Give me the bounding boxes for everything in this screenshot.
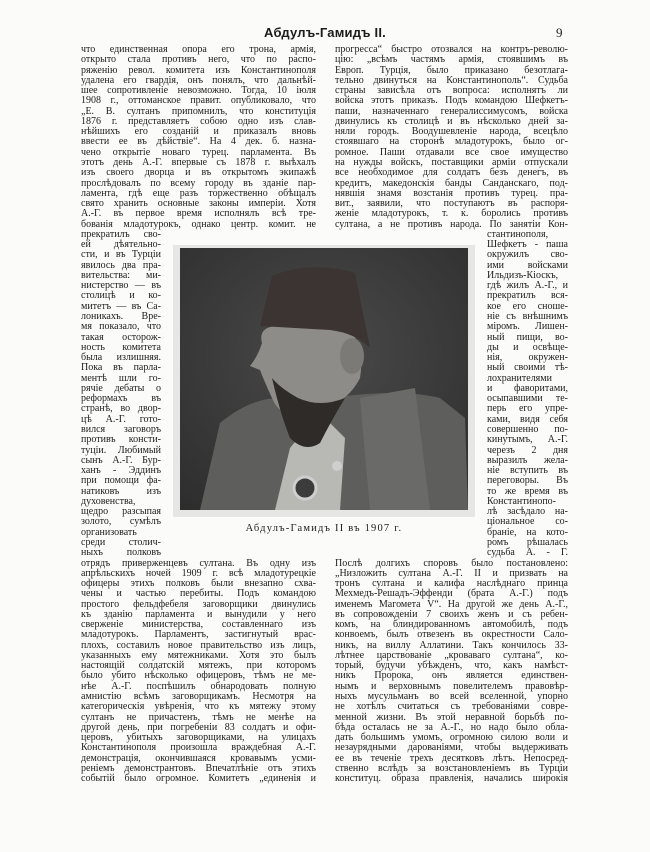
right-bottom-line: ее въ теченіе трехъ десятковъ лѣтъ. Непосред- <box>335 752 568 764</box>
left-narrow-line: вился заговоръ <box>81 423 161 435</box>
right-top-line: двинулись къ столицѣ и въ нѣсколько дней за- <box>335 115 568 127</box>
right-top-line: стоявшаго на сторонѣ младотурокъ, было ог- <box>335 136 568 148</box>
right-bottom-line: Послѣ долгихъ споровъ было постановлено: <box>335 557 568 569</box>
right-bottom-line: комъ, на блиндированномъ автомобилѣ, подъ <box>335 619 568 631</box>
left-narrow-line: при помощи фа- <box>81 475 161 487</box>
right-top-line: цію: „всѣмъ частямъ армія, стоявшимъ въ <box>335 54 568 66</box>
left-narrow-line: сынъ А.-Г. Бур- <box>81 454 161 466</box>
left-bottom-line: нѣе А.-Г. поспѣшилъ обнародовать полную <box>81 680 316 692</box>
left-narrow-line: явилось два пра- <box>81 259 161 271</box>
left-narrow-line: митетъ — въ Са- <box>81 300 161 312</box>
left-narrow-line: духовенства, <box>81 495 136 507</box>
left-narrow-line: такая осторож- <box>81 331 161 343</box>
left-top-line: А.-Г. въ первое время исполнялъ всѣ тре- <box>81 208 316 220</box>
left-narrow-line: туціи. Любимый <box>81 444 161 456</box>
left-narrow-line: прекратилъ сво- <box>81 228 161 240</box>
left-narrow-line: сти, и въ Турціи <box>81 249 161 261</box>
left-narrow-line: рячіе дебаты о <box>81 382 161 394</box>
left-bottom-line: настоящій солдатскій мятежъ, при которомъ <box>81 660 316 672</box>
left-narrow-line: ность комитета <box>81 341 161 353</box>
left-narrow-line: странѣ, во двор- <box>81 403 161 415</box>
right-narrow-line: браніе, на кото- <box>487 526 568 538</box>
left-narrow-line: ментѣ шли го- <box>81 372 161 384</box>
left-bottom-line: церовъ, убитыхъ заговорщиками, на улицахъ <box>81 732 316 744</box>
left-top-line: удалена его гвардія, онъ понялъ, что дальнѣй- <box>81 74 316 86</box>
right-top-line: страны зависѣла отъ вопроса: исполнятъ ли <box>335 85 568 97</box>
left-narrow-line: противъ консти- <box>81 434 161 446</box>
right-narrow-line: то же время въ <box>487 485 568 497</box>
right-narrow-line: гдѣ жилъ А.-Г., и <box>487 280 568 292</box>
right-narrow-line: стантинополя, <box>487 228 549 240</box>
left-bottom-line: отрядъ приверженцевъ султана. Въ одну изъ <box>81 557 316 569</box>
left-top-line: свято хранить основные законы имперіи. Хотя <box>81 198 316 210</box>
right-top-line: паши, назначеннаго генералиссимусомъ, войска <box>335 105 568 117</box>
left-narrow-line: столицѣ и ко- <box>81 290 161 302</box>
left-narrow-line: ныхъ полковъ <box>81 547 161 559</box>
left-narrow-line: среди столич- <box>81 536 161 548</box>
left-bottom-line: султанъ не причастенъ, тѣмъ не менѣе на <box>81 711 316 723</box>
right-bottom-line: никъ, на виллу Аллатини. Такъ кончилось 33- <box>335 639 568 651</box>
right-narrow-line: ніе вступить въ <box>487 465 568 477</box>
right-bottom-line: ственно вслѣдъ за возстановленіемъ въ Турціи <box>335 762 568 774</box>
right-narrow-line: и фаворитами, <box>487 382 568 394</box>
right-bottom-line: ныхъ мусульманъ во всей вселенной, упорно <box>335 691 568 702</box>
right-narrow-line: ный пищи, во- <box>487 331 568 343</box>
right-narrow-line: ды и освѣще- <box>487 341 568 353</box>
right-bottom-line: дать большимъ умомъ, огромною силою воли и <box>335 732 568 744</box>
left-bottom-line: Константинополя произошла враждебная А.-Г. <box>81 742 316 754</box>
left-narrow-line: ханъ - Эддинъ <box>81 465 161 477</box>
left-bottom-line: демонстрація, окончившаяся кровавымъ усми- <box>81 752 316 764</box>
right-top-line: на нужды войскъ, поставщики арміи отпускали <box>335 156 568 168</box>
left-narrow-line: золото, сумѣлъ <box>81 516 161 528</box>
right-narrow-line: ный своими тѣ- <box>487 362 568 374</box>
right-top-line: все необходимое для солдатъ безъ денегъ, въ <box>335 167 568 179</box>
left-bottom-line: простого фельдфебеля заговорщики двинулись <box>81 598 316 610</box>
left-bottom-line: сверженіе министерства, составленнаго изъ <box>81 619 316 631</box>
left-bottom-line: было убито нѣсколько офицеровъ, тѣмъ не ме- <box>81 670 316 682</box>
left-narrow-line: ей дѣятельно- <box>81 239 161 251</box>
right-bottom-line: нымъ и верховнымъ повелителемъ правовѣр- <box>335 680 568 692</box>
left-top-line: открыто стала противъ него, что по распо- <box>81 54 316 66</box>
right-bottom-line: незаурядными дарованіями, чтобы выдерживать <box>335 742 568 754</box>
left-bottom-line: къ зданію парламента и вынудили у него <box>81 608 316 620</box>
right-bottom-line: торый, будучи убѣжденъ, что, какъ намѣст- <box>335 660 568 672</box>
left-top-line: чено открытіе новаго турец. парламента. Въ <box>81 146 316 158</box>
right-top-line: Европ. Турція, было приказано безотлага- <box>335 64 568 76</box>
left-top-line: ряженію револ. комитета изъ Константинополя <box>81 64 316 76</box>
left-narrow-line: нистерство — въ <box>81 280 161 292</box>
left-narrow-line: лоникахъ. Вре- <box>81 311 161 323</box>
right-bottom-line: конвоемъ, былъ отвезенъ въ окрестности Сало- <box>335 629 568 641</box>
right-bottom-line: въ сопровожденіи 7 своихъ женъ и съ ребен- <box>335 608 568 620</box>
left-top-line: 1908 г., оттоманское правит. опубликовало, что <box>81 95 316 107</box>
left-bottom-line: апрѣльскихъ ночей 1909 г. всѣ младотурецкіе <box>81 567 316 579</box>
left-top-line: этотъ день А.-Г. впервые съ 1878 г. выѣхалъ <box>81 156 316 168</box>
right-bottom-line: бѣда осталась не за А.-Г., но надо было обла- <box>335 721 568 733</box>
right-narrow-line: судьба А. - Г. <box>487 547 568 559</box>
left-top-line: изъ своего дворца и въ открытомъ экипажѣ <box>81 167 316 179</box>
left-top-line: ввести ее въ дѣйствіе“. На 4 дек. б. назна- <box>81 136 316 148</box>
right-narrow-line: ими войсками <box>487 259 568 271</box>
right-bottom-line: не хотѣлъ считаться съ требованіями совре- <box>335 701 568 713</box>
right-bottom-line: менной жизни. Въ этой неравной борьбѣ по- <box>335 711 568 723</box>
right-top-line: ромное. Паши отдавали все свое имущество <box>335 146 568 158</box>
right-narrow-line: Константинопо- <box>487 495 556 507</box>
right-top-line: тельно двинуться на Константинополь“. Судьба <box>335 74 568 86</box>
right-narrow-line: лохранителями <box>487 372 552 384</box>
right-top-line: кредитъ, македонскія банды Санданскаго, под- <box>335 177 568 189</box>
left-bottom-line: чены и частью перебиты. Подъ командою <box>81 588 316 600</box>
right-narrow-line: ціональное со- <box>487 516 568 528</box>
left-bottom-line: офицеры этихъ полковъ были внезапно схва- <box>81 578 316 590</box>
left-bottom-line: категорическія увѣренія, что къ мятежу этому <box>81 701 316 713</box>
right-top-line: няли городъ. Воодушевленіе народа, всецѣло <box>335 126 568 138</box>
right-narrow-line: ромъ рѣшалась <box>487 536 568 548</box>
left-bottom-line: реніемъ демонстрантовъ. Впечатлѣніе отъ этихъ <box>81 762 316 774</box>
right-top-line: войска этотъ приказъ. Подъ командою Шефкетъ- <box>335 95 568 107</box>
right-bottom-line: тронъ султана и калифа наслѣднаго принца <box>335 578 568 590</box>
right-narrow-line: лѣ засѣдало на- <box>487 506 568 518</box>
right-narrow-line: кинутымъ, А.-Г. <box>487 434 568 446</box>
left-bottom-line: другой день, при погребеніи 83 солдатъ и офи- <box>81 721 316 733</box>
right-narrow-line: окружилъ сво- <box>487 249 568 261</box>
left-narrow-line: реформахъ въ <box>81 393 161 405</box>
right-top-line: нявшія знамя возстанія противъ турец. пра- <box>335 187 568 199</box>
right-narrow-line: ками, видя себя <box>487 413 568 425</box>
right-narrow-line: черезъ 2 дня <box>487 444 568 456</box>
left-narrow-line: организовать <box>81 526 137 538</box>
portrait-figure <box>173 245 475 517</box>
right-top-line: прогресса“ быстро отозвался на контръ-револю- <box>335 44 568 55</box>
right-narrow-line: выразилъ жела- <box>487 454 568 466</box>
left-narrow-line: вительства: ми- <box>81 269 161 281</box>
right-narrow-line: совершенно по- <box>487 423 568 435</box>
left-top-line: бованія младотурокъ, однако центр. комит. не <box>81 218 316 230</box>
right-narrow-line: нія, окружен- <box>487 352 568 364</box>
left-top-line: нѣйшихъ его созданій и приказалъ вновь <box>81 126 316 138</box>
left-narrow-line: мя показало, что <box>81 321 161 333</box>
right-bottom-line: никъ Пророка, онъ является единствен- <box>335 670 568 682</box>
left-narrow-line: цѣ А.-Г. гото- <box>81 413 161 425</box>
right-narrow-line: Ильдизъ-Кіоскъ, <box>487 269 559 281</box>
right-narrow-line: перь его упре- <box>487 403 568 415</box>
right-bottom-line: именемъ Магомета V“. На другой же день А.-Г., <box>335 598 568 610</box>
left-top-line: 1876 г. представляетъ собою одно изъ слав- <box>81 115 316 127</box>
figure-caption: Абдулъ-Гамидъ II въ 1907 г. <box>245 523 403 534</box>
right-bottom-line: лѣтнее царствованіе „кроваваго султана“, ко- <box>335 649 568 661</box>
left-narrow-line: щедро разсыпая <box>81 506 161 518</box>
right-narrow-line: кое его сноше- <box>487 300 568 312</box>
right-bottom-line: Мехмедъ-Решадъ-Эффенди (брата А.-Г.) подъ <box>335 588 568 600</box>
right-narrow-line: переговоры. Въ <box>487 475 568 487</box>
left-bottom-line: событій было огромное. Комитетъ „единенія и <box>81 773 316 785</box>
left-narrow-line: была излишняя. <box>81 352 161 364</box>
left-top-line: шее сопротивленіе невозможно. Тогда, 10 іюля <box>81 85 316 97</box>
right-narrow-line: міромъ. Лишен- <box>487 321 568 333</box>
right-top-line: женіе младотурокъ, т. к. боролись противъ <box>335 208 568 220</box>
left-top-line: прослѣдовалъ по всему городу въ зданіе пар- <box>81 177 316 189</box>
right-narrow-line: Шефкетъ - паша <box>487 239 568 251</box>
portrait-photo <box>180 248 468 510</box>
right-bottom-line: конституц. образа правленія, начались широкія <box>335 773 568 785</box>
left-bottom-line: амнистію всѣмъ заговорщикамъ. Несмотря на <box>81 691 316 702</box>
right-narrow-line: осыпавшими те- <box>487 393 568 405</box>
page-number: 9 <box>556 25 563 40</box>
right-top-line: вит., заявили, что поступаютъ въ распоря- <box>335 198 568 210</box>
running-header-title: Абдулъ-Гамидъ II. <box>264 25 386 40</box>
right-bottom-line: „Низложить султана А.-Г. II и призвать на <box>335 567 568 579</box>
left-bottom-line: младотурокъ. Парламентъ, застигнутый врас- <box>81 629 316 641</box>
right-top-line: султана, а не противъ народа. По занятіи Кон- <box>335 218 568 230</box>
right-narrow-line: прекратилъ вся- <box>487 290 568 302</box>
left-top-line: ламента, гдѣ еще разъ торжественно обѣщалъ <box>81 187 316 199</box>
left-top-line: что единственная опора его трона, армія, <box>81 44 316 55</box>
right-narrow-line: ніе съ внѣшнимъ <box>487 311 568 323</box>
left-bottom-line: указанныхъ ему мятежниками. Хотя это былъ <box>81 649 316 661</box>
left-bottom-line: плохъ, составилъ новое правительство изъ лицъ, <box>81 639 316 651</box>
left-top-line: „Е. В. султанъ припомнилъ, что конституція <box>81 105 316 117</box>
left-narrow-line: натиковъ изъ <box>81 485 161 497</box>
left-narrow-line: Пока въ парла- <box>81 362 161 374</box>
